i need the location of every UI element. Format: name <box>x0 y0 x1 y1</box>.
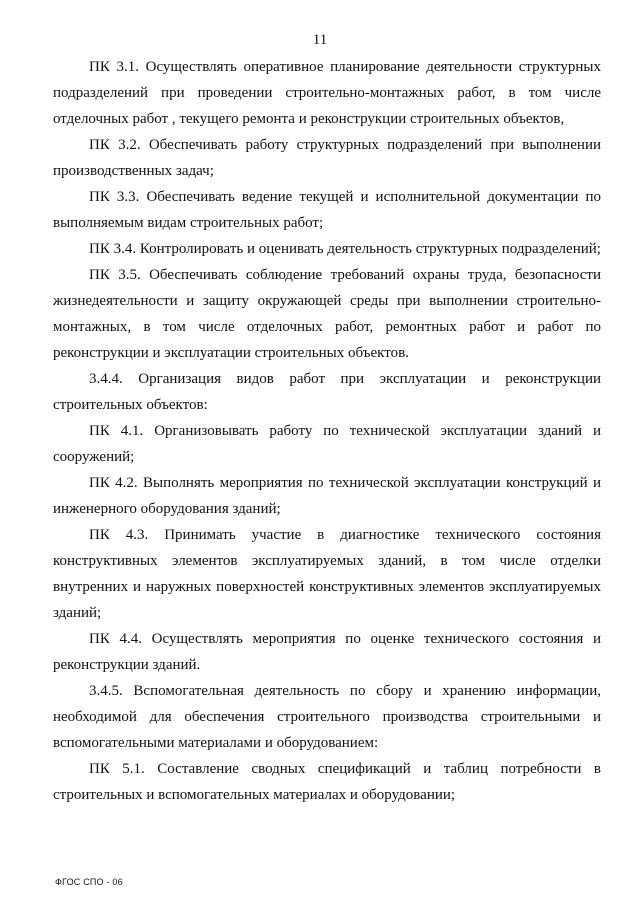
paragraph-pk-3-3: ПК 3.3. Обеспечивать ведение текущей и исполнительной документации по выполняемым видам строительных работ; <box>53 189 601 231</box>
page-number: 11 <box>312 32 328 48</box>
section-heading-3-4-5: 3.4.5. Вспомогательная деятельность по сбору и хранению информации, необходимой для обеспечения строительного производства строительными и вспомогательными материалами и оборудованием: <box>53 683 601 751</box>
paragraph-pk-4-2: ПК 4.2. Выполнять мероприятия по технической эксплуатации конструкций и инженерного оборудования зданий; <box>53 475 601 517</box>
document-footer: ФГОС СПО - 06 <box>55 877 123 887</box>
paragraph-pk-5-1: ПК 5.1. Составление сводных спецификаций и таблиц потребности в строительных и вспомогательных материалах и оборудовании; <box>53 761 601 803</box>
paragraph-pk-3-5: ПК 3.5. Обеспечивать соблюдение требований охраны труда, безопасности жизнедеятельности и защиту окружающей среды при выполнении строительно-монтажных, в том числе отделочных работ, ремонтных работ и работ по реконструкции и эксплуатации строительных объектов. <box>53 267 601 361</box>
paragraph-pk-4-3: ПК 4.3. Принимать участие в диагностике технического состояния конструктивных элементов эксплуатируемых зданий, в том числе отделки внутренних и наружных поверхностей конструктивных элементов эксплуатируемых зданий; <box>53 527 601 621</box>
paragraph-pk-4-4: ПК 4.4. Осуществлять мероприятия по оценке технического состояния и реконструкции зданий. <box>53 631 601 673</box>
document-body <box>53 54 601 808</box>
paragraph-pk-3-4: ПК 3.4. Контролировать и оценивать деятельность структурных подразделений; <box>89 241 601 257</box>
paragraph-pk-3-1: ПК 3.1. Осуществлять оперативное планирование деятельности структурных подразделений при проведении строительно-монтажных работ, в том числе отделочных работ , текущего ремонта и реконструкции строительных объектов, <box>53 59 601 127</box>
paragraph-pk-4-1: ПК 4.1. Организовывать работу по технической эксплуатации зданий и сооружений; <box>53 423 601 465</box>
section-heading-3-4-4: 3.4.4. Организация видов работ при эксплуатации и реконструкции строительных объектов: <box>53 371 601 413</box>
paragraph-pk-3-2: ПК 3.2. Обеспечивать работу структурных подразделений при выполнении производственных задач; <box>53 137 601 179</box>
